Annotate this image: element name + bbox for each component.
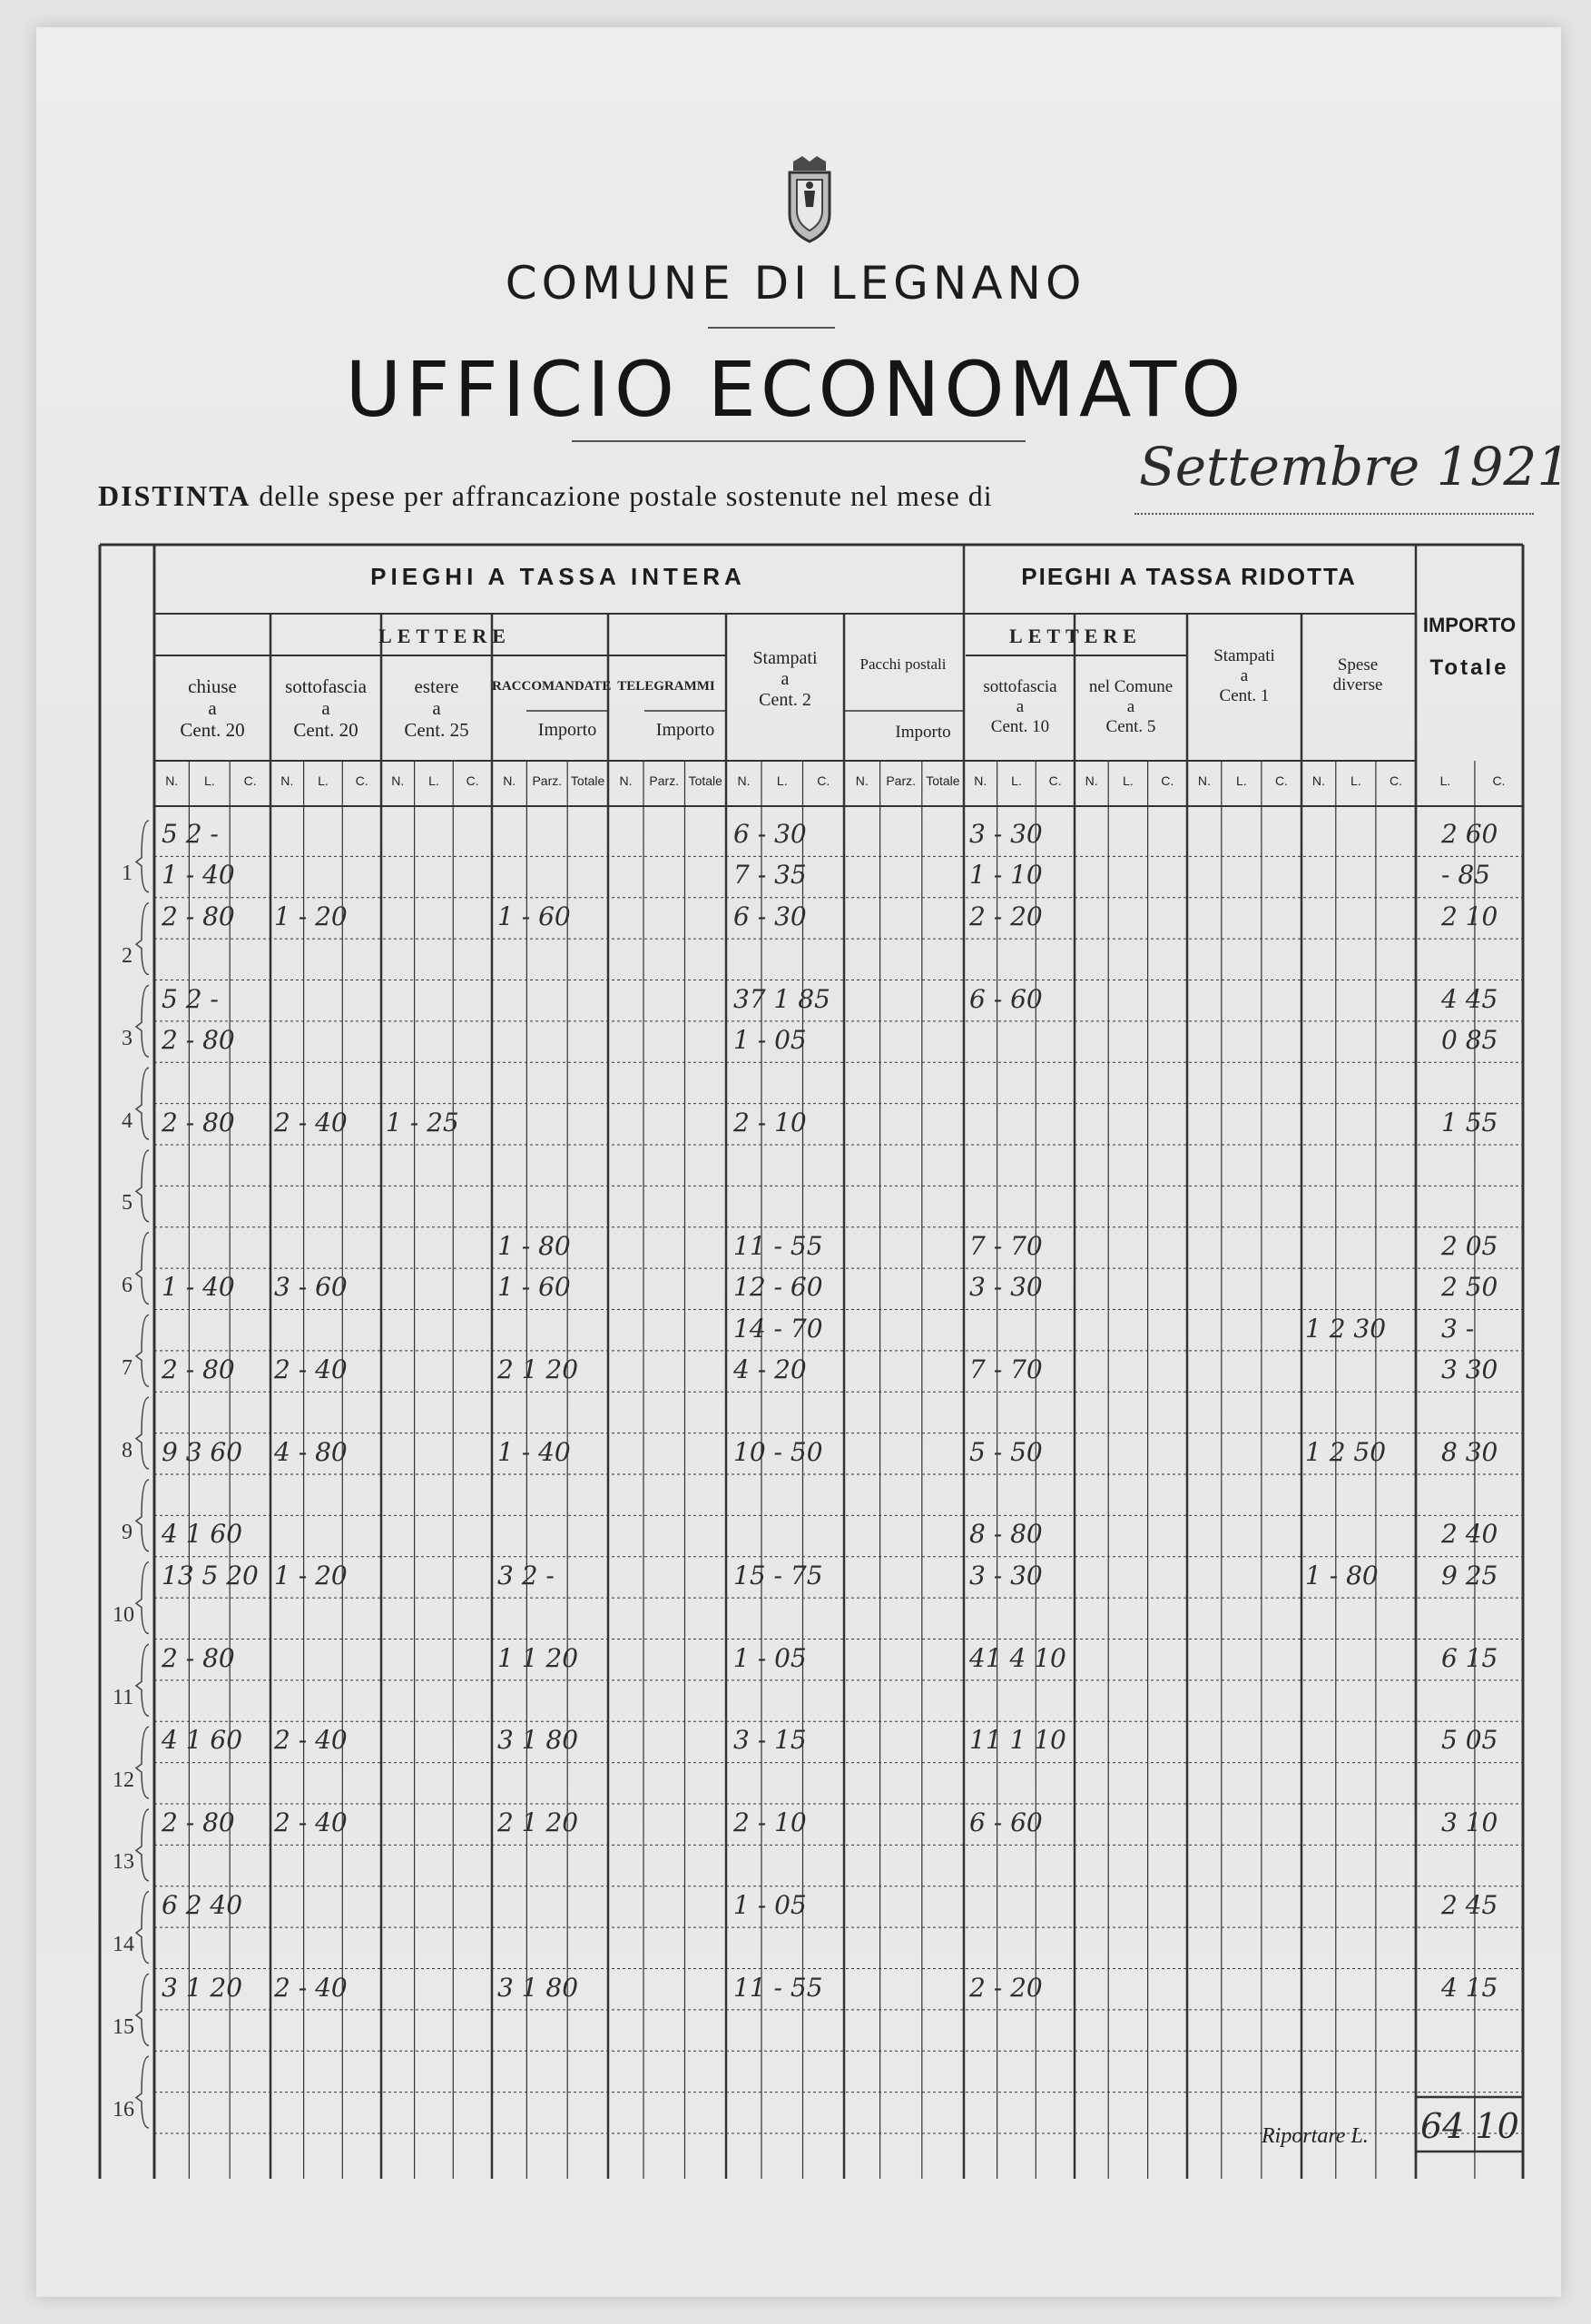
ledger-cell: 1 - 40	[162, 860, 235, 891]
ledger-cell: 1 - 40	[162, 1272, 235, 1303]
day-number: 14	[113, 1933, 134, 1957]
ledger-cell: 5 2 -	[162, 983, 219, 1014]
subheader-label: Parz.	[532, 773, 563, 788]
day-number: 8	[122, 1438, 133, 1462]
subheader-label: L.	[1439, 773, 1451, 788]
distinta-text: delle spese per affrancazione postale sostenute nel mese di	[259, 479, 993, 512]
ledger-cell: 2 - 40	[274, 1107, 348, 1137]
ledger-cell: 11 - 55	[733, 1230, 823, 1261]
ledger-cell: 1 - 20	[274, 1560, 348, 1590]
col-telegrammi-importo: Importo	[655, 720, 715, 740]
col-stampati: Stampati a Cent. 2	[752, 648, 818, 710]
ledger-cell: 2 1 20	[497, 1354, 579, 1384]
row-total: 2 50	[1441, 1272, 1498, 1303]
ledger-cell: 5 2 -	[162, 819, 219, 849]
subheader-label: C.	[355, 773, 368, 788]
ledger-cell: 41 4 10	[969, 1642, 1066, 1673]
day-number: 1	[122, 862, 133, 886]
row-total: 6 15	[1441, 1642, 1498, 1673]
col-estere: estere a Cent. 25	[404, 675, 469, 742]
subheader-label: N.	[165, 773, 179, 788]
col-sottofascia: sottofascia a Cent. 20	[285, 675, 367, 742]
row-total: - 85	[1441, 860, 1490, 891]
col-stampati-rid: Stampati a Cent. 1	[1213, 646, 1275, 705]
subheader-label: C.	[1389, 773, 1402, 788]
subheader-label: Parz.	[886, 773, 917, 788]
ledger-cell: 5 - 50	[969, 1436, 1043, 1467]
subheader-label: Totale	[570, 773, 605, 788]
importo-title: IMPORTO	[1422, 614, 1517, 636]
row-total: 1 55	[1441, 1107, 1498, 1137]
subheader-label: N.	[619, 773, 633, 788]
ledger-cell: 1 - 80	[497, 1230, 571, 1261]
row-total: 3 30	[1441, 1354, 1498, 1384]
row-total: 3 -	[1441, 1313, 1475, 1344]
day-number: 4	[122, 1108, 133, 1133]
day-number: 16	[113, 2097, 134, 2122]
ledger-cell: 2 - 80	[162, 1807, 235, 1837]
office-title: UFFICIO ECONOMATO	[345, 345, 1246, 434]
subheader-label: L.	[318, 773, 329, 788]
day-brace	[136, 1397, 149, 1469]
ledger-cell: 2 - 80	[162, 1354, 235, 1384]
day-brace	[136, 1233, 149, 1305]
ledger-cell: 1 - 80	[1305, 1560, 1379, 1590]
row-total: 2 45	[1441, 1889, 1498, 1920]
subheader-label: N.	[503, 773, 516, 788]
ledger-cell: 2 - 40	[274, 1807, 348, 1837]
group-reduced-rate: PIEGHI A TASSA RIDOTTA	[1021, 563, 1357, 590]
ledger-cell: 2 - 10	[733, 1107, 807, 1137]
subheader-label: C.	[1492, 773, 1506, 788]
day-number: 2	[122, 944, 133, 969]
ledger-cell: 3 1 80	[497, 1725, 579, 1756]
subheader-label: Totale	[926, 773, 960, 788]
day-brace	[136, 986, 149, 1058]
municipality-title: COMUNE DI LEGNANO	[505, 257, 1086, 310]
day-number: 13	[113, 1850, 134, 1875]
day-number: 3	[122, 1026, 133, 1050]
ledger-cell: 2 - 40	[274, 1725, 348, 1756]
distinta-label: DISTINTA	[98, 479, 251, 512]
subheader-label: Parz.	[649, 773, 680, 788]
row-total: 2 05	[1441, 1230, 1498, 1261]
subheader-label: L.	[1123, 773, 1134, 788]
ledger-cell: 3 2 -	[497, 1560, 555, 1590]
ledger-cell: 4 - 80	[274, 1436, 348, 1467]
ledger-cell: 2 - 80	[162, 1024, 235, 1055]
ledger-cell: 3 - 60	[274, 1272, 348, 1303]
day-brace	[136, 1645, 149, 1717]
ledger-cell: 1 - 60	[497, 901, 571, 931]
ledger-cell: 3 1 80	[497, 1972, 579, 2003]
row-total: 8 30	[1441, 1436, 1498, 1467]
subheader-label: N.	[280, 773, 294, 788]
group-full-rate: PIEGHI A TASSA INTERA	[370, 563, 746, 590]
ledger-cell: 7 - 35	[733, 860, 807, 891]
ledger-cell: 1 2 30	[1305, 1313, 1387, 1344]
day-number: 6	[122, 1274, 133, 1298]
ledger-cell: 12 - 60	[733, 1272, 823, 1303]
ledger-cell: 3 - 30	[969, 819, 1043, 849]
row-total: 9 25	[1441, 1560, 1498, 1590]
ledger-cell: 2 - 80	[162, 1642, 235, 1673]
subheader-label: L.	[203, 773, 215, 788]
col-raccomandate-importo: Importo	[537, 720, 597, 740]
day-brace	[136, 1068, 149, 1139]
col-telegrammi: TELEGRAMMI	[617, 679, 715, 694]
subheader-label: L.	[776, 773, 788, 788]
subheader-label: L.	[428, 773, 439, 788]
ledger-cell: 2 - 20	[969, 1972, 1043, 2003]
subheader-label: L.	[1350, 773, 1361, 788]
day-brace	[136, 1480, 149, 1551]
subheader-label: C.	[243, 773, 257, 788]
lettere-label-reduced: LETTERE	[1009, 625, 1142, 647]
day-number: 11	[113, 1685, 134, 1709]
ledger-cell: 1 - 20	[274, 901, 348, 931]
ledger-cell: 6 - 60	[969, 1807, 1043, 1837]
ledger-cell: 15 - 75	[733, 1560, 823, 1590]
ledger-cell: 1 - 40	[497, 1436, 571, 1467]
ledger-cell: 4 1 60	[162, 1519, 243, 1550]
ledger-cell: 3 - 30	[969, 1560, 1043, 1590]
ledger-cell: 11 1 10	[969, 1725, 1066, 1756]
subheader-label: L.	[1011, 773, 1022, 788]
ledger-cell: 4 - 20	[733, 1354, 807, 1384]
subheader-label: N.	[737, 773, 751, 788]
row-total: 5 05	[1441, 1725, 1498, 1756]
lettere-label: LETTERE	[378, 625, 511, 647]
day-brace	[136, 821, 149, 892]
day-brace	[136, 1562, 149, 1634]
ledger-cell: 6 - 30	[733, 819, 807, 849]
day-brace	[136, 1315, 149, 1387]
row-total: 2 40	[1441, 1519, 1498, 1550]
day-brace	[136, 903, 149, 975]
riportare-value: 64 10	[1420, 2106, 1519, 2146]
col-chiuse: chiuse a Cent. 20	[180, 675, 245, 742]
subheader-label: C.	[817, 773, 830, 788]
col-nel-comune: nel Comune a Cent. 5	[1088, 677, 1174, 736]
ledger-cell: 3 - 30	[969, 1272, 1043, 1303]
ledger-cell: 8 - 80	[969, 1519, 1043, 1550]
day-number: 15	[113, 2014, 134, 2039]
ledger-cell: 4 1 60	[162, 1725, 243, 1756]
row-total: 4 45	[1441, 983, 1498, 1014]
col-pacchi: Pacchi postali	[859, 655, 947, 673]
col-sottofascia-rid: sottofascia a Cent. 10	[983, 677, 1057, 736]
row-total: 4 15	[1441, 1972, 1498, 2003]
day-brace	[136, 1809, 149, 1881]
ledger-cell: 1 - 60	[497, 1272, 571, 1303]
col-spese: Spese diverse	[1332, 655, 1383, 694]
ledger-cell: 11 - 55	[733, 1972, 823, 2003]
ledger-cell: 1 - 10	[969, 860, 1043, 891]
day-brace	[136, 2056, 149, 2128]
ledger-cell: 2 - 20	[969, 901, 1043, 931]
ledger-cell: 9 3 60	[162, 1436, 243, 1467]
ledger-cell: 7 - 70	[969, 1230, 1043, 1261]
ledger-cell: 1 - 05	[733, 1889, 807, 1920]
ledger-cell: 1 - 25	[386, 1107, 459, 1137]
subheader-label: L.	[1236, 773, 1247, 788]
subheader-label: C.	[1161, 773, 1174, 788]
ledger-cell: 1 - 05	[733, 1642, 807, 1673]
subheader-label: C.	[1274, 773, 1288, 788]
subheader-label: N.	[1197, 773, 1211, 788]
col-pacchi-importo: Importo	[895, 723, 951, 742]
ledger-cell: 2 - 40	[274, 1972, 348, 2003]
day-number: 12	[113, 1768, 134, 1792]
ledger-cell: 14 - 70	[733, 1313, 823, 1344]
subheader-label: N.	[391, 773, 405, 788]
day-brace	[136, 1892, 149, 1964]
ledger-cell: 10 - 50	[733, 1436, 823, 1467]
day-brace	[136, 1727, 149, 1798]
row-total: 2 60	[1441, 819, 1498, 849]
subheader-label: C.	[466, 773, 479, 788]
ledger-cell: 2 - 40	[274, 1354, 348, 1384]
row-total: 0 85	[1441, 1024, 1498, 1055]
day-number: 10	[113, 1603, 134, 1628]
subheader-label: C.	[1048, 773, 1062, 788]
ledger-cell: 6 - 30	[733, 901, 807, 931]
ledger-cell: 1 1 20	[497, 1642, 579, 1673]
ledger-cell: 1 2 50	[1305, 1436, 1387, 1467]
riportare-label: Riportare L.	[1262, 2124, 1369, 2148]
row-total: 2 10	[1441, 901, 1498, 931]
ledger-cell: 37 1 85	[733, 983, 830, 1014]
subheader-label: N.	[855, 773, 869, 788]
day-number: 9	[122, 1521, 133, 1545]
day-number: 5	[122, 1191, 133, 1216]
day-number: 7	[122, 1355, 133, 1380]
ledger-cell: 2 1 20	[497, 1807, 579, 1837]
subheader-label: Totale	[688, 773, 722, 788]
ledger-cell: 3 1 20	[162, 1972, 243, 2003]
ledger-cell: 3 - 15	[733, 1725, 807, 1756]
ledger-cell: 1 - 05	[733, 1024, 807, 1055]
row-total: 3 10	[1441, 1807, 1498, 1837]
ledger-cell: 2 - 10	[733, 1807, 807, 1837]
subheader-label: N.	[1311, 773, 1325, 788]
ledger-cell: 6 2 40	[162, 1889, 243, 1920]
subheader-label: N.	[1085, 773, 1098, 788]
importo-subtitle: Totale	[1429, 655, 1509, 680]
col-raccomandate: RACCOMANDATE	[492, 679, 612, 694]
ledger-cell: 2 - 80	[162, 901, 235, 931]
subheader-label: N.	[974, 773, 987, 788]
day-brace	[136, 1974, 149, 2046]
day-brace	[136, 1150, 149, 1222]
ledger-cell: 2 - 80	[162, 1107, 235, 1137]
month-handwritten: Settembre 1921	[1139, 436, 1571, 497]
ledger-cell: 7 - 70	[969, 1354, 1043, 1384]
ledger-cell: 6 - 60	[969, 983, 1043, 1014]
ledger-cell: 13 5 20	[162, 1560, 259, 1590]
